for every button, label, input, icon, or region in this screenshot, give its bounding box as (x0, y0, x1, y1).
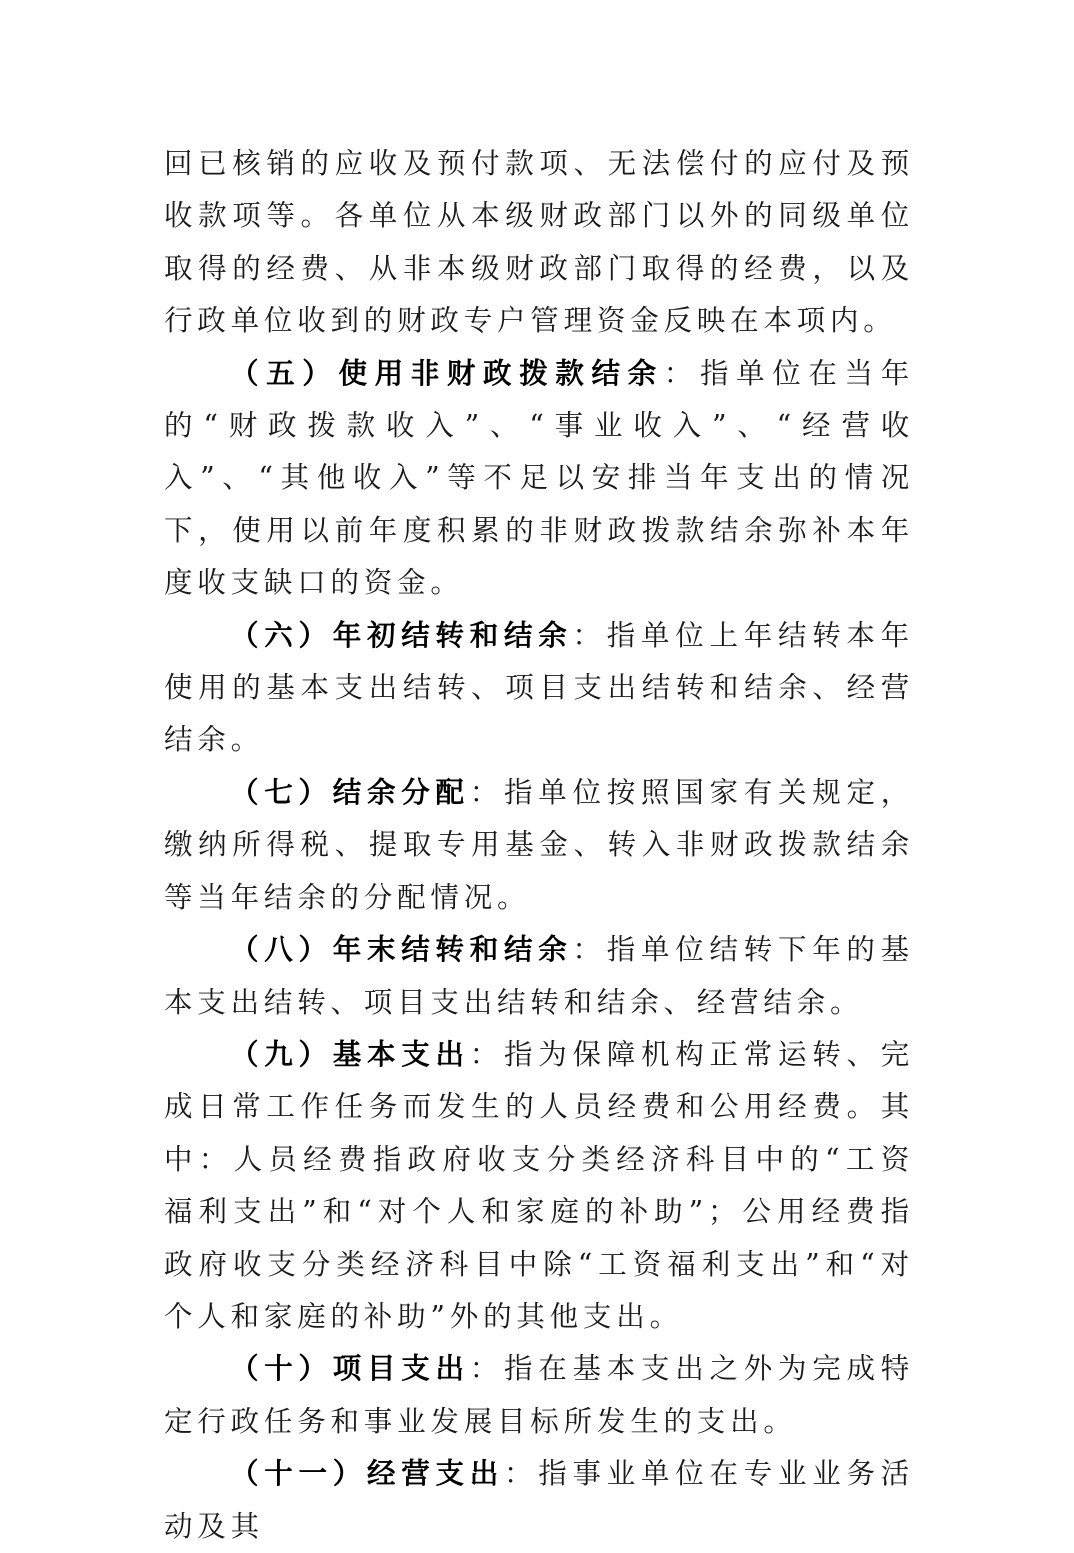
section-term: （十）项目支出 (230, 1352, 470, 1386)
paragraph-text: ：指事业单位在专业业务活动及其 (164, 1457, 914, 1543)
paragraph-section-11 (164, 1448, 914, 1553)
section-term: （八）年末结转和结余 (230, 933, 573, 967)
paragraph-text: ：指单位在当年的“财政拨款收入”、“事业收入”、“经营收入”、“其他收入”等不足以安排当年支出的情况下，使用以前年度积累的非财政拨款结余弥补本年度收支缺口的资金。 (164, 356, 914, 600)
paragraph-text: 回已核销的应收及预付款项、无法偿付的应付及预收款项等。各单位从本级财政部门以外的同级单位取得的经费、从非本级财政部门取得的经费，以及行政单位收到的财政专户管理资金反映在本项内。 (164, 147, 914, 338)
paragraph-text: ：指单位上年结转本年使用的基本支出结转、项目支出结转和结余、经营结余。 (164, 618, 914, 757)
paragraph-section-6 (164, 610, 914, 767)
paragraph-section-10 (164, 1343, 914, 1448)
paragraph-section-7 (164, 767, 914, 924)
paragraph-text: ：指单位按照国家有关规定，缴纳所得税、提取专用基金、转入非财政拨款结余等当年结余的分配情况。 (164, 775, 914, 914)
section-term: （六）年初结转和结余 (230, 618, 573, 652)
paragraph-section-9 (164, 1029, 914, 1343)
paragraph-text: ：指为保障机构正常运转、完成日常工作任务而发生的人员经费和公用经费。其中：人员经费指政府收支分类经济科目中的“工资福利支出”和“对个人和家庭的补助”；公用经费指政府收支分类经济科目中除“工资福利支出”和“对个人和家庭的补助”外的其他支出。 (164, 1037, 914, 1333)
section-term: （七）结余分配 (230, 775, 470, 809)
section-term: （五）使用非财政拨款结余 (230, 356, 664, 390)
paragraph-text: ：指单位结转下年的基本支出结转、项目支出结转和结余、经营结余。 (164, 933, 914, 1019)
document-body (164, 138, 914, 1553)
paragraph-text: ：指在基本支出之外为完成特定行政任务和事业发展目标所发生的支出。 (164, 1352, 914, 1438)
paragraph-section-5 (164, 348, 914, 610)
section-term: （九）基本支出 (230, 1037, 470, 1071)
paragraph-continuation (164, 138, 914, 348)
section-term: （十一）经营支出 (230, 1457, 504, 1491)
paragraph-section-8 (164, 924, 914, 1029)
